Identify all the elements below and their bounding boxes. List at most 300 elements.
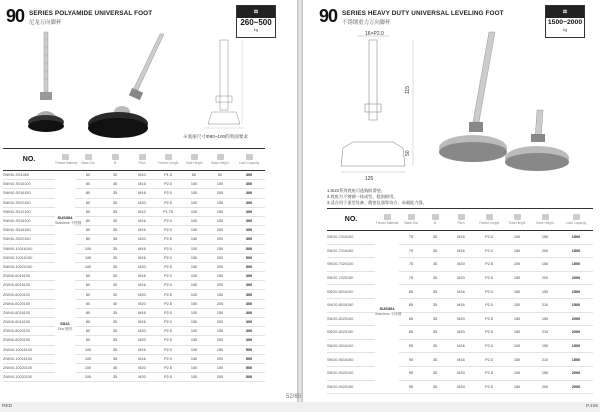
spec-cell: M16 xyxy=(129,354,155,363)
part-number: SNO0-9016150 xyxy=(327,353,375,367)
spec-cell: 85 xyxy=(399,326,423,340)
spec-cell: 200 xyxy=(531,244,559,258)
spec-cell: 150 xyxy=(181,253,207,262)
spec-cell: 100 xyxy=(181,272,207,281)
spec-cell: 35 xyxy=(423,312,447,326)
spec-cell: P2.5 xyxy=(155,363,181,372)
header-label: Base Height xyxy=(536,221,554,225)
spec-cell: P2.5 xyxy=(155,336,181,345)
table-row xyxy=(327,353,593,367)
spec-cell: P1.75 xyxy=(155,207,181,216)
spec-cell: 95 xyxy=(399,353,423,367)
part-number: ZNIN0-8016150 xyxy=(3,318,55,327)
table-row xyxy=(3,290,265,299)
header-label: Base Dia xyxy=(81,161,95,165)
spec-cell: P2.0 xyxy=(475,298,503,312)
spec-cell: M16 xyxy=(447,298,475,312)
spec-cell: 35 xyxy=(423,298,447,312)
part-number: ZNIN0-10016150 xyxy=(3,354,55,363)
spec-cell: 2000 xyxy=(559,366,593,380)
dim-dia: 125 xyxy=(365,176,374,182)
spec-cell: 35 xyxy=(423,231,447,245)
spec-cell: 1500 xyxy=(559,339,593,353)
spec-cell: M10 xyxy=(129,171,155,180)
spec-cell: 150 xyxy=(207,308,233,317)
spec-cell: 100 xyxy=(181,207,207,216)
spec-cell: 1500 xyxy=(559,244,593,258)
dim-top: 16×P2.0 xyxy=(365,31,384,37)
dimension-icon xyxy=(408,214,415,220)
spec-cell: M16 xyxy=(447,285,475,299)
spec-cell: 2000 xyxy=(559,380,593,394)
spec-cell: P2.5 xyxy=(475,326,503,340)
note-item: 1.SUS系列底座可选购防滑垫。 xyxy=(327,188,386,193)
footer-bar xyxy=(0,402,600,412)
col-header xyxy=(181,149,207,171)
spec-table-heavy-duty xyxy=(327,208,593,394)
spec-cell: 80 xyxy=(75,318,101,327)
spec-cell: 300 xyxy=(233,290,265,299)
spec-table-polyamide xyxy=(3,148,265,382)
spec-cell: M20 xyxy=(447,326,475,340)
spec-cell: 200 xyxy=(207,318,233,327)
spec-cell: P2.5 xyxy=(155,373,181,382)
header-label: Pitch xyxy=(138,161,146,165)
spec-cell: P2.0 xyxy=(475,353,503,367)
table-row xyxy=(3,216,265,225)
series-subtitle: 不锈钢重力万向脚杯 xyxy=(342,20,391,26)
table-row xyxy=(327,271,593,285)
spec-cell: 95 xyxy=(399,339,423,353)
spec-cell: 1500 xyxy=(559,231,593,245)
spec-cell: 210 xyxy=(531,326,559,340)
col-header xyxy=(129,149,155,171)
drawing-note: ※底座尺寸Φ80~100的突面要求 xyxy=(183,134,249,139)
part-number: ZNIN0-6016100 xyxy=(3,272,55,281)
spec-cell: 150 xyxy=(181,281,207,290)
spec-cell: 35 xyxy=(101,189,129,198)
spec-cell: 300 xyxy=(233,299,265,308)
spec-cell: M12 xyxy=(129,207,155,216)
spec-cell: M16 xyxy=(129,180,155,189)
spec-cell: 1500 xyxy=(559,285,593,299)
spec-cell: 60 xyxy=(75,299,101,308)
spec-cell: 150 xyxy=(207,290,233,299)
spec-cell: 300 xyxy=(233,198,265,207)
part-number: ZNIN0-8016100 xyxy=(3,308,55,317)
spec-cell: 75 xyxy=(399,258,423,272)
spec-cell: 30 xyxy=(101,290,129,299)
spec-cell: P2.5 xyxy=(475,312,503,326)
col-header xyxy=(101,149,129,171)
spec-cell: 150 xyxy=(531,285,559,299)
spec-cell: 300 xyxy=(233,272,265,281)
part-number: ZNIN0-6020100 xyxy=(3,290,55,299)
spec-cell: M16 xyxy=(129,189,155,198)
spec-cell: P2.0 xyxy=(155,244,181,253)
table-row xyxy=(3,345,265,354)
spec-cell: 35 xyxy=(423,326,447,340)
dimension-icon xyxy=(165,154,172,160)
material-name: SUS304 xyxy=(57,215,73,221)
spec-cell: P2.5 xyxy=(475,380,503,394)
header-label: Base Height xyxy=(211,161,229,165)
series-subtitle: 尼龙万向脚杯 xyxy=(29,20,62,26)
spec-cell: 100 xyxy=(75,363,101,372)
technical-drawing xyxy=(200,38,260,138)
spec-cell: 60 xyxy=(75,281,101,290)
col-header xyxy=(75,149,101,171)
spec-cell: P2.5 xyxy=(155,290,181,299)
spec-cell: 95 xyxy=(399,380,423,394)
spec-cell: 200 xyxy=(531,271,559,285)
spec-cell: 75 xyxy=(399,231,423,245)
header-label: Total Height xyxy=(185,161,203,165)
spec-cell: P2.5 xyxy=(155,299,181,308)
part-number: SNIN0-10016150 xyxy=(3,253,55,262)
part-number: SNO0-8016100 xyxy=(327,285,375,299)
part-number: SNO0-8016150 xyxy=(327,298,375,312)
spec-cell: 150 xyxy=(207,345,233,354)
spec-cell: 300 xyxy=(233,189,265,198)
spec-cell: 100 xyxy=(503,258,531,272)
spec-cell: 35 xyxy=(101,327,129,336)
spec-cell: 2000 xyxy=(559,271,593,285)
table-row xyxy=(327,231,593,245)
part-number: ZNIN0-10016100 xyxy=(3,345,55,354)
spec-cell: 300 xyxy=(233,226,265,235)
spec-cell: 210 xyxy=(531,298,559,312)
footer-right: P.106 xyxy=(586,404,598,409)
series-title: SERIES HEAVY DUTY UNIVERSAL LEVELING FOOT xyxy=(342,10,504,17)
table-row xyxy=(3,363,265,372)
spec-cell: 35 xyxy=(101,180,129,189)
table-row xyxy=(3,253,265,262)
spec-cell: P2.0 xyxy=(475,244,503,258)
spec-cell: 150 xyxy=(503,380,531,394)
spec-cell: 150 xyxy=(181,262,207,271)
table-row xyxy=(327,380,593,394)
spec-cell: P2.5 xyxy=(475,258,503,272)
no-label: NO. xyxy=(344,216,358,223)
spec-cell: P2.5 xyxy=(155,262,181,271)
spec-cell: 150 xyxy=(207,216,233,225)
spec-cell: 35 xyxy=(423,339,447,353)
spec-cell: M20 xyxy=(129,290,155,299)
spec-cell: 150 xyxy=(181,226,207,235)
table-row xyxy=(3,180,265,189)
spec-cell: 150 xyxy=(207,327,233,336)
spec-cell: 35 xyxy=(101,308,129,317)
table-row xyxy=(3,244,265,253)
dim-base: 50 xyxy=(405,150,411,156)
header-label: Thread Length xyxy=(478,221,500,225)
spec-cell: 1500 xyxy=(559,353,593,367)
series-number: 90 xyxy=(319,6,338,26)
spec-cell: 150 xyxy=(181,336,207,345)
spec-cell: 30 xyxy=(101,272,129,281)
spec-cell: 150 xyxy=(207,272,233,281)
part-number: SNO0-8020150 xyxy=(327,326,375,340)
col-header xyxy=(375,209,399,231)
spec-cell: 85 xyxy=(399,312,423,326)
part-number: ZNIN0-6020150 xyxy=(3,299,55,308)
spec-cell: M16 xyxy=(447,231,475,245)
spec-cell: 200 xyxy=(207,226,233,235)
spec-cell: 35 xyxy=(101,262,129,271)
spec-cell: 35 xyxy=(423,366,447,380)
spec-cell: 150 xyxy=(531,366,559,380)
spec-cell: P1.5 xyxy=(155,171,181,180)
spec-cell: 100 xyxy=(75,345,101,354)
left-page xyxy=(0,0,297,402)
spec-cell: 200 xyxy=(531,380,559,394)
table-row xyxy=(3,207,265,216)
spec-cell: 1500 xyxy=(559,258,593,272)
spec-cell: 80 xyxy=(75,189,101,198)
spec-cell: 60 xyxy=(181,171,207,180)
weight-icon: ⚖ xyxy=(546,6,584,18)
table-row xyxy=(3,262,265,271)
spec-cell: 60 xyxy=(75,272,101,281)
header-label: M xyxy=(433,221,437,225)
part-number: SNIN0-S020150 xyxy=(3,235,55,244)
spec-cell: 150 xyxy=(531,258,559,272)
part-number: SNO0-7016100 xyxy=(327,231,375,245)
spec-cell: 150 xyxy=(181,318,207,327)
footer-left: RED xyxy=(2,404,13,409)
dimension-icon xyxy=(573,214,580,220)
spec-cell: P2.0 xyxy=(475,231,503,245)
weight-icon: ⚖ xyxy=(237,6,275,18)
spec-cell: 100 xyxy=(181,216,207,225)
spec-cell: 500 xyxy=(233,373,265,382)
spec-cell: 80 xyxy=(75,198,101,207)
spec-cell: 300 xyxy=(233,336,265,345)
dimension-icon xyxy=(514,214,521,220)
spec-cell: 150 xyxy=(181,235,207,244)
col-header xyxy=(447,209,475,231)
spec-cell: 150 xyxy=(531,312,559,326)
spec-cell: 35 xyxy=(423,353,447,367)
table-row xyxy=(327,298,593,312)
spec-cell: 30 xyxy=(101,299,129,308)
spec-cell: 100 xyxy=(503,339,531,353)
spec-cell: M16 xyxy=(447,353,475,367)
spec-cell: M16 xyxy=(447,339,475,353)
spec-cell: M16 xyxy=(129,253,155,262)
spec-cell: M16 xyxy=(129,226,155,235)
part-number: SNIN0-S016100 xyxy=(3,216,55,225)
spec-cell: 300 xyxy=(233,308,265,317)
spec-cell: P2.0 xyxy=(475,339,503,353)
spec-cell: 100 xyxy=(181,363,207,372)
header-label: Total Height xyxy=(508,221,526,225)
header-label: Load Capacity xyxy=(565,221,587,225)
part-number: SNO0-7020150 xyxy=(327,271,375,285)
spec-cell: 100 xyxy=(503,231,531,245)
spec-cell: P2.0 xyxy=(155,253,181,262)
notes-list xyxy=(327,188,427,207)
spec-cell: M20 xyxy=(129,336,155,345)
spec-cell: M16 xyxy=(129,244,155,253)
spec-cell: 35 xyxy=(423,271,447,285)
table-row xyxy=(327,258,593,272)
dimension-icon xyxy=(486,214,493,220)
spec-cell: 100 xyxy=(75,262,101,271)
material-sub: Stainless 不锈钢 xyxy=(375,312,402,317)
spec-cell: 150 xyxy=(181,299,207,308)
spec-cell: 80 xyxy=(75,216,101,225)
part-number: SNIN0-S016100 xyxy=(3,180,55,189)
spec-cell: P2.5 xyxy=(475,271,503,285)
spec-cell: 2000 xyxy=(559,312,593,326)
load-badge xyxy=(236,5,276,38)
spec-cell: 150 xyxy=(503,326,531,340)
spec-cell: 200 xyxy=(207,299,233,308)
spec-cell: 95 xyxy=(399,366,423,380)
spec-cell: 100 xyxy=(181,290,207,299)
header-label: Thread Material xyxy=(55,161,78,165)
product-photo-heavy-foot xyxy=(433,30,593,190)
header-label: Thread Material xyxy=(375,221,399,225)
spec-cell: 200 xyxy=(207,354,233,363)
table-row xyxy=(3,336,265,345)
spec-cell: M20 xyxy=(129,299,155,308)
spec-cell: M20 xyxy=(129,198,155,207)
spec-cell: 35 xyxy=(101,318,129,327)
spec-cell: 150 xyxy=(503,271,531,285)
spec-cell: 1500 xyxy=(559,298,593,312)
dimension-icon xyxy=(246,154,253,160)
spec-cell: 60 xyxy=(75,290,101,299)
spec-cell: 60 xyxy=(207,171,233,180)
spec-cell: 35 xyxy=(101,345,129,354)
spec-cell: 300 xyxy=(233,180,265,189)
spec-cell: 300 xyxy=(233,318,265,327)
series-title: SERIES POLYAMIDE UNIVERSAL FOOT xyxy=(29,10,153,17)
spec-cell: 300 xyxy=(233,216,265,225)
right-page xyxy=(303,0,600,402)
col-header xyxy=(475,209,503,231)
spec-cell: 200 xyxy=(207,262,233,271)
spec-cell: 200 xyxy=(207,235,233,244)
dimension-icon xyxy=(139,154,146,160)
table-row xyxy=(3,171,265,180)
spec-cell: 100 xyxy=(181,308,207,317)
spec-cell: M16 xyxy=(129,281,155,290)
spec-cell: 500 xyxy=(233,244,265,253)
table-row xyxy=(327,285,593,299)
page-counter: 52/60 xyxy=(286,394,302,400)
table-row xyxy=(327,326,593,340)
spec-cell: 150 xyxy=(181,189,207,198)
spec-cell: 160 xyxy=(503,285,531,299)
spec-cell: 100 xyxy=(75,253,101,262)
part-number: SNO0-7020100 xyxy=(327,258,375,272)
table-row xyxy=(3,281,265,290)
spec-cell: 150 xyxy=(207,198,233,207)
spec-cell: 500 xyxy=(233,345,265,354)
col-header xyxy=(207,149,233,171)
table-row xyxy=(3,373,265,382)
col-header xyxy=(55,149,78,171)
dimension-icon xyxy=(432,214,439,220)
col-header-no xyxy=(3,149,55,171)
spec-cell: M16 xyxy=(129,345,155,354)
part-number: SNO0-9016100 xyxy=(327,339,375,353)
material-cell xyxy=(375,231,402,394)
spec-cell: 500 xyxy=(233,363,265,372)
spec-cell: 35 xyxy=(101,373,129,382)
header-label: Pitch xyxy=(457,221,465,225)
part-number: SNIN0-S016150 xyxy=(3,226,55,235)
spec-cell: P2.5 xyxy=(155,327,181,336)
table-row xyxy=(3,318,265,327)
part-number: SNIN0-10020150 xyxy=(3,262,55,271)
part-number: ZNIN0-10020150 xyxy=(3,373,55,382)
spec-cell: 75 xyxy=(399,271,423,285)
spec-cell: 150 xyxy=(531,231,559,245)
spec-cell: 35 xyxy=(101,235,129,244)
spec-cell: 100 xyxy=(181,198,207,207)
spec-cell: 35 xyxy=(423,380,447,394)
spec-cell: 35 xyxy=(101,354,129,363)
dimension-icon xyxy=(458,214,465,220)
spec-cell: 35 xyxy=(101,207,129,216)
spec-cell: 300 xyxy=(233,281,265,290)
spec-cell: 500 xyxy=(233,253,265,262)
spec-cell: P2.0 xyxy=(155,180,181,189)
spec-cell: 35 xyxy=(423,244,447,258)
spec-cell: M20 xyxy=(447,312,475,326)
spec-cell: M20 xyxy=(129,327,155,336)
part-number: ZNIN0-6016150 xyxy=(3,281,55,290)
spec-cell: 100 xyxy=(181,345,207,354)
spec-cell: 100 xyxy=(75,354,101,363)
spec-cell: 35 xyxy=(423,258,447,272)
spec-cell: 80 xyxy=(75,207,101,216)
material-cell xyxy=(55,171,82,272)
spec-cell: 200 xyxy=(207,253,233,262)
spec-cell: 150 xyxy=(207,363,233,372)
material-sub: Stainless 不锈钢 xyxy=(55,221,82,226)
spec-cell: M16 xyxy=(447,244,475,258)
spec-cell: M20 xyxy=(129,363,155,372)
spec-cell: M20 xyxy=(129,373,155,382)
spec-cell: 150 xyxy=(531,339,559,353)
spec-cell: 300 xyxy=(233,327,265,336)
spec-cell: M20 xyxy=(129,235,155,244)
spec-cell: 80 xyxy=(75,226,101,235)
series-number: 90 xyxy=(6,6,25,26)
dimension-icon xyxy=(62,154,69,160)
spec-cell: 30 xyxy=(101,281,129,290)
spec-cell: 150 xyxy=(181,354,207,363)
table-row xyxy=(3,299,265,308)
spec-cell: 80 xyxy=(75,180,101,189)
dimension-icon xyxy=(384,214,391,220)
spec-cell: 100 xyxy=(181,180,207,189)
header-label: Thread Length xyxy=(157,161,179,165)
header-label: M xyxy=(113,161,117,165)
table-row xyxy=(3,308,265,317)
material-cell xyxy=(55,272,75,382)
spec-cell: 35 xyxy=(101,216,129,225)
dimension-icon xyxy=(85,154,92,160)
table-row xyxy=(327,244,593,258)
part-number: SNIN0-S020150 xyxy=(3,198,55,207)
